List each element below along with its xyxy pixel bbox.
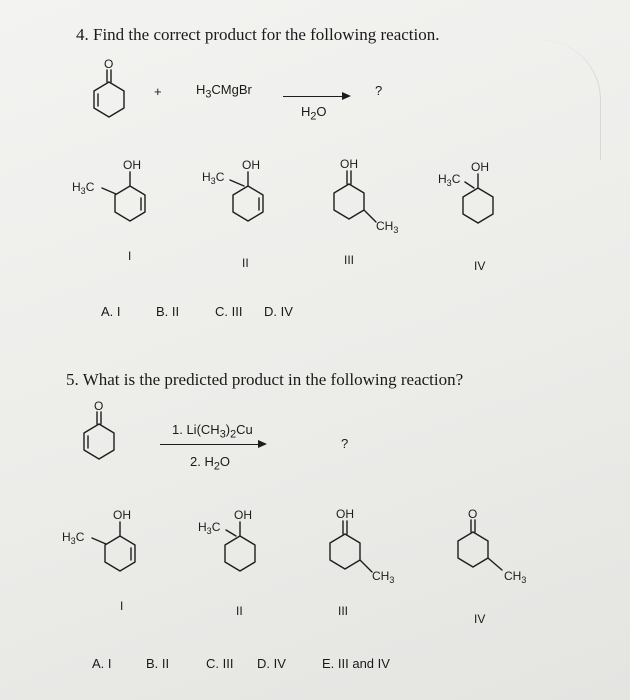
q4-option-4-label: IV bbox=[474, 259, 486, 273]
svg-text:CH3: $CH_3$ bbox=[376, 219, 399, 235]
svg-text:O: O bbox=[94, 399, 104, 413]
svg-text:OH: OH bbox=[113, 508, 131, 522]
q4-option-2-structure bbox=[200, 158, 290, 238]
q5-choice-b[interactable]: B. II bbox=[146, 656, 170, 671]
q5-option-3-label: III bbox=[338, 604, 349, 618]
q5-step-2: 2. $H_2O$ bbox=[190, 454, 230, 473]
q5-reactant-cyclohexenone bbox=[80, 400, 130, 470]
svg-text:H3C: $H_3C$ bbox=[62, 530, 85, 546]
svg-text:H3C: $H_3C$ bbox=[202, 170, 225, 186]
q4-condition: $H_2O$ bbox=[301, 104, 327, 123]
q4-choice-a[interactable]: A. I bbox=[101, 304, 121, 319]
q5-choice-c[interactable]: C. III bbox=[206, 656, 234, 671]
q4-option-3-structure bbox=[320, 150, 420, 240]
q5-option-1-label: I bbox=[120, 599, 124, 613]
q5-option-4-structure bbox=[452, 508, 552, 598]
q5-option-1-structure bbox=[60, 508, 150, 588]
svg-text:CH3: $CH_3$ bbox=[504, 569, 527, 585]
q5-choice-a[interactable]: A. I bbox=[92, 656, 112, 671]
q5-reaction-arrow bbox=[160, 444, 265, 445]
q4-reactant-cyclohexenone bbox=[90, 58, 140, 120]
svg-text:OH: OH bbox=[340, 157, 358, 171]
q4-plus-sign: + bbox=[154, 84, 162, 99]
question-5-title: 5. What is the predicted product in the following reaction? bbox=[66, 370, 464, 389]
q4-option-2-label: II bbox=[242, 256, 249, 270]
q4-option-1-structure bbox=[70, 158, 160, 238]
svg-text:OH: OH bbox=[336, 507, 354, 521]
svg-text:OH: OH bbox=[471, 160, 489, 174]
q4-product-unknown: ? bbox=[375, 83, 383, 98]
q5-choice-d[interactable]: D. IV bbox=[257, 656, 286, 671]
svg-text:O: O bbox=[468, 507, 478, 521]
svg-text:OH: OH bbox=[123, 158, 141, 172]
q5-option-2-structure bbox=[196, 508, 286, 588]
svg-text:CH3: $CH_3$ bbox=[372, 569, 395, 585]
q5-product-unknown: ? bbox=[341, 436, 349, 451]
q4-option-4-structure bbox=[436, 160, 526, 240]
q5-option-2-label: II bbox=[236, 604, 243, 618]
q5-option-4-label: IV bbox=[474, 612, 486, 626]
q4-reagent: $H_3CMgBr$ bbox=[196, 82, 252, 101]
q4-reaction-arrow bbox=[283, 96, 349, 97]
q4-option-3-label: III bbox=[344, 253, 355, 267]
svg-text:H3C: $H_3C$ bbox=[438, 172, 461, 188]
q5-choice-e[interactable]: E. III and IV bbox=[322, 656, 390, 671]
svg-text:H3C: $H_3C$ bbox=[72, 180, 95, 196]
svg-text:OH: OH bbox=[242, 158, 260, 172]
q4-choice-b[interactable]: B. II bbox=[156, 304, 180, 319]
oxygen-atom: O bbox=[104, 57, 114, 71]
q5-step-1: 1. $Li(CH_3)_2Cu$ bbox=[172, 422, 253, 441]
svg-text:H3C: $H_3C$ bbox=[198, 520, 221, 536]
q4-option-1-label: I bbox=[128, 249, 132, 263]
q4-choice-d[interactable]: D. IV bbox=[264, 304, 293, 319]
paper-edge-line bbox=[540, 40, 601, 160]
svg-text:OH: OH bbox=[234, 508, 252, 522]
q5-option-3-structure bbox=[316, 500, 416, 590]
q4-choice-c[interactable]: C. III bbox=[215, 304, 243, 319]
question-4-title: 4. Find the correct product for the following reaction. bbox=[76, 25, 440, 44]
